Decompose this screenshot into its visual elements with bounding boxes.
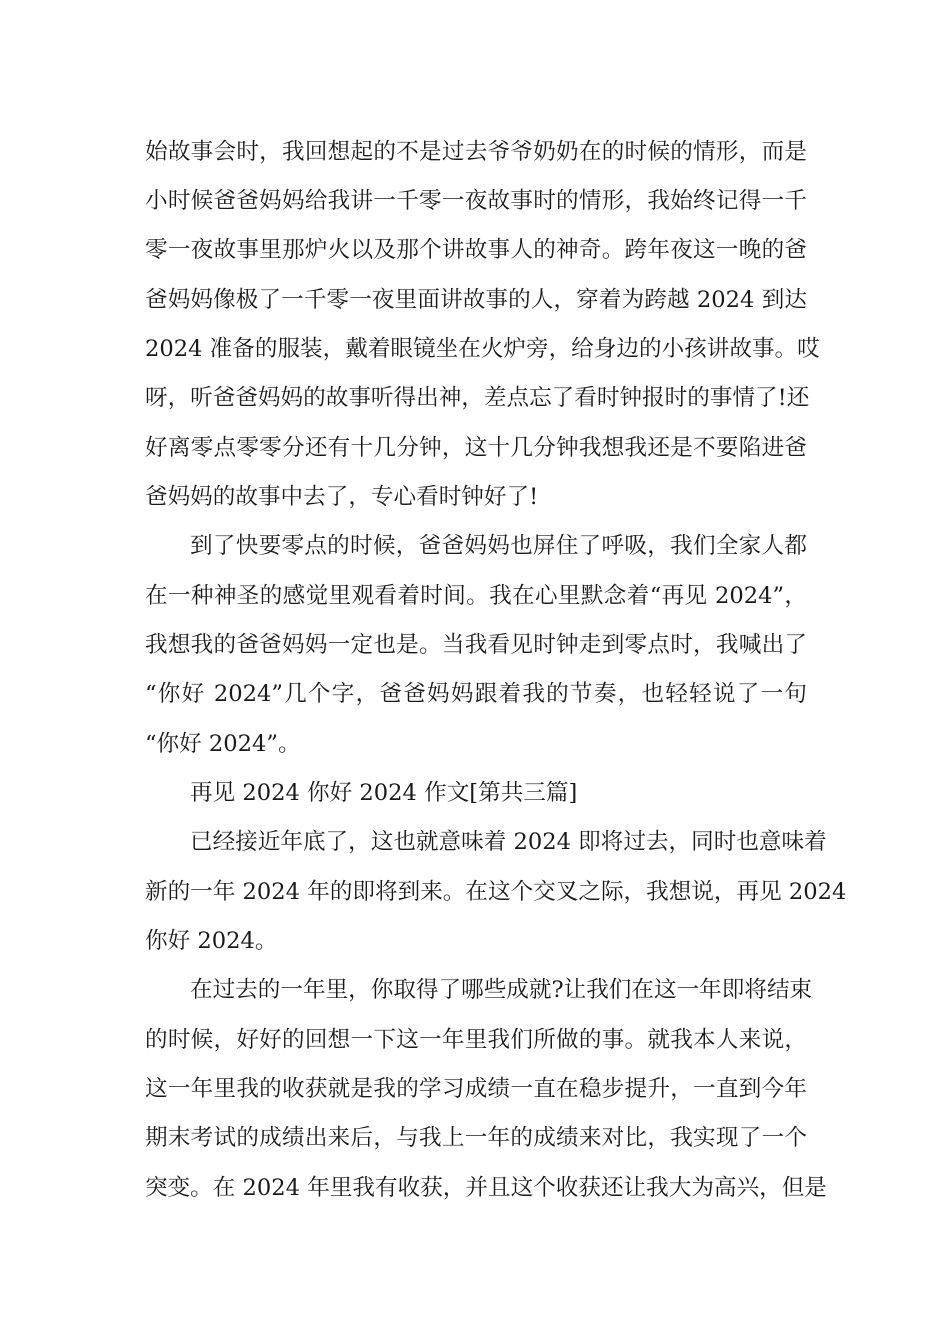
body-text-line: 这一年里我的收获就是我的学习成绩一直在稳步提升，一直到今年 <box>145 1076 807 1102</box>
paragraph-first-line: 在过去的一年里，你取得了哪些成就?让我们在这一年即将结束 <box>190 977 813 1003</box>
body-text-line: 好离零点零零分还有十几分钟，这十几分钟我想我还是不要陷进爸 <box>145 435 807 461</box>
body-text-line: 爸妈妈的故事中去了，专心看时钟好了! <box>145 484 539 510</box>
body-text-line: 爸妈妈像极了一千零一夜里面讲故事的人，穿着为跨越 2024 到达 <box>145 287 807 313</box>
section-heading: 再见 2024 你好 2024 作文[第共三篇] <box>190 780 578 806</box>
body-text-line: 在一种神圣的感觉里观看着时间。我在心里默念着“再见 2024”， <box>145 583 807 609</box>
body-text-line: 始故事会时，我回想起的不是过去爷爷奶奶在的时候的情形，而是 <box>145 139 807 165</box>
body-text-line: 2024 准备的服装，戴着眼镜坐在火炉旁，给身边的小孩讲故事。哎 <box>145 336 820 362</box>
body-text-line: 的时候，好好的回想一下这一年里我们所做的事。就我本人来说， <box>145 1027 807 1053</box>
body-text-line: 小时候爸爸妈妈给我讲一千零一夜故事时的情形，我始终记得一千 <box>145 188 807 214</box>
body-text-line: 新的一年 2024 年的即将到来。在这个交叉之际，我想说，再见 2024 <box>145 879 847 905</box>
body-text-line: 期末考试的成绩出来后，与我上一年的成绩来对比，我实现了一个 <box>145 1125 807 1151</box>
body-text-line: “你好 2024”。 <box>145 731 301 757</box>
body-text-line: “你好 2024”几个字，爸爸妈妈跟着我的节奏，也轻轻说了一句 <box>145 681 807 707</box>
paragraph-first-line: 到了快要零点的时候，爸爸妈妈也屏住了呼吸，我们全家人都 <box>190 533 807 559</box>
body-text-line: 我想我的爸爸妈妈一定也是。当我看见时钟走到零点时，我喊出了 <box>145 632 807 658</box>
paragraph-first-line: 已经接近年底了，这也就意味着 2024 即将过去，同时也意味着 <box>190 829 827 855</box>
body-text-line: 零一夜故事里那炉火以及那个讲故事人的神奇。跨年夜这一晚的爸 <box>145 237 807 263</box>
body-text-line: 你好 2024。 <box>145 928 278 954</box>
body-text-line: 呀，听爸爸妈妈的故事听得出神，差点忘了看时钟报时的事情了!还 <box>145 385 810 411</box>
body-text-line: 突变。在 2024 年里我有收获，并且这个收获还让我大为高兴，但是 <box>145 1175 827 1201</box>
